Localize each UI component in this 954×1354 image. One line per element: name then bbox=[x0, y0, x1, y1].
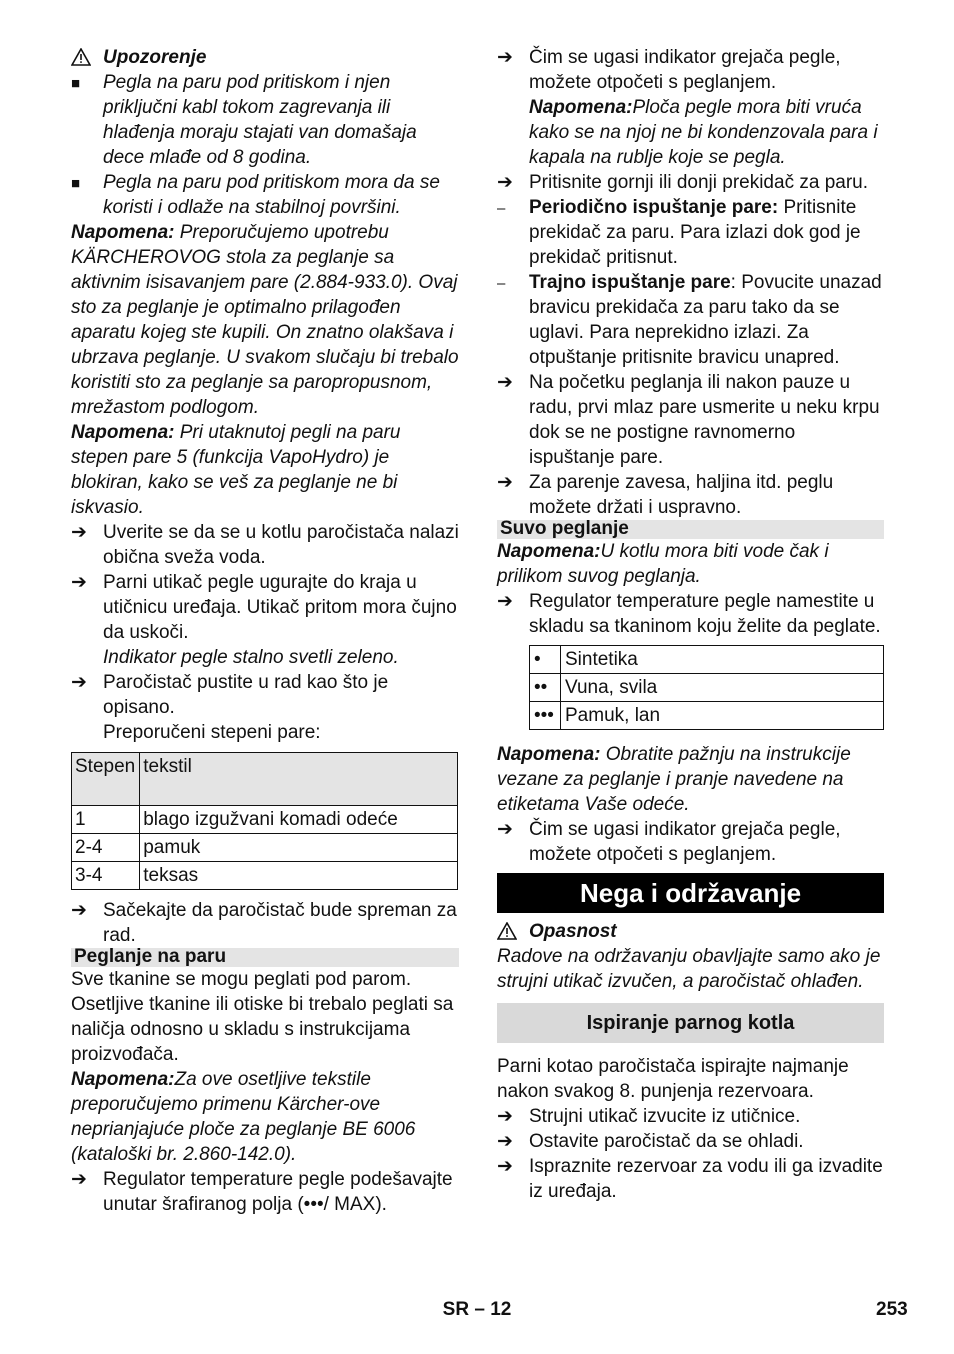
section-heading: Peglanje na paru bbox=[71, 948, 459, 967]
instruction-step: ➔ Na početku peglanja ili nakon pauze u radu, prvi mlaz pare usmerite u neku krpu dok se ne postigne ravnomerno ispuštanje pare. bbox=[497, 370, 884, 470]
instruction-step: ➔ Paročistač pustite u rad kao što je opisano. bbox=[71, 670, 459, 720]
warning-triangle-icon bbox=[71, 45, 91, 66]
table-cell: Sintetika bbox=[561, 646, 884, 674]
dash-item: – Periodično ispuštanje pare: Pritisnite prekidač za paru. Para izlazi dok god je prekidač pritisnut. bbox=[497, 195, 884, 270]
note-paragraph: Napomena: Obratite pažnju na instrukcije vezane za peglanje i pranje navedene na etiketama Vaše odeće. bbox=[497, 744, 851, 815]
warning-heading bbox=[71, 45, 459, 70]
instruction-step: ➔ Ostavite paročistač da se ohladi. bbox=[497, 1129, 884, 1154]
table-cell: 2-4 bbox=[72, 834, 140, 862]
danger-text: Radove na održavanju obavljajte samo ako je strujni utikač izvučen, a paročistač ohlađen. bbox=[497, 946, 881, 992]
steam-level-table bbox=[71, 752, 458, 890]
instruction-step: ➔ Strujni utikač izvucite iz utičnice. bbox=[497, 1104, 884, 1129]
danger-heading bbox=[497, 919, 884, 944]
table-row bbox=[72, 806, 458, 834]
footer-section-label: SR – 12 bbox=[442, 1299, 512, 1320]
arrow-right-icon bbox=[497, 370, 525, 395]
warning-item: ■ Pegla na paru pod pritiskom mora da se koristi i odlaže na stabilnoj površini. bbox=[71, 170, 459, 220]
arrow-right-icon bbox=[497, 170, 525, 195]
body-paragraph: Sve tkanine se mogu peglati pod parom. Osetljive tkanine ili otiske bi trebalo peglati sa naličja odnosno u skladu s instrukcijama proizvođača. bbox=[71, 969, 454, 1065]
dash-bullet-icon bbox=[497, 270, 525, 296]
square-bullet-icon bbox=[71, 70, 99, 96]
table-row bbox=[72, 834, 458, 862]
arrow-right-icon bbox=[71, 570, 99, 595]
table-cell: 3-4 bbox=[72, 862, 140, 890]
note-paragraph: Napomena:Za ove osetljive tekstile preporučujemo primenu Kärcher-ove neprianjajuće ploče za peglanje BE 6006 (kataloški br. 2.860-142.0). bbox=[71, 1069, 416, 1165]
instruction-step: ➔ Čim se ugasi indikator grejača pegle, možete otpočeti s peglanjem. bbox=[497, 45, 884, 95]
chapter-title: Nega i održavanje bbox=[497, 873, 884, 913]
arrow-right-icon bbox=[497, 1154, 525, 1179]
left-column bbox=[71, 45, 459, 1217]
dash-bullet-icon bbox=[497, 195, 525, 221]
table-cell: Pamuk, lan bbox=[561, 702, 884, 730]
instruction-step: ➔ Regulator temperature pegle namestite u skladu sa tkaninom koju želite da peglate. bbox=[497, 589, 884, 639]
arrow-right-icon bbox=[497, 470, 525, 495]
table-cell: • bbox=[530, 646, 561, 674]
arrow-right-icon bbox=[497, 45, 525, 70]
instruction-step: ➔ Sačekajte da paročistač bude spreman za rad. bbox=[71, 898, 459, 948]
table-row bbox=[530, 674, 884, 702]
note-paragraph: Napomena: Preporučujemo upotrebu KÄRCHEROVOG stola za peglanje sa aktivnim isisavanjem pare (2.884-933.0). Ovaj sto za peglanje je optimalno prilagođen aparatu kojeg ste kupili. On znatno olakšava i ubrzava peglanje. U svakom slučaju bi trebalo koristiti sto za peglanje sa paropropusnom, mrežastom podlogom. bbox=[71, 222, 459, 418]
right-column bbox=[497, 45, 884, 1204]
subsection-title: Ispiranje parnog kotla bbox=[497, 1003, 884, 1043]
arrow-right-icon bbox=[71, 1167, 99, 1192]
table-header-cell: Stepen bbox=[72, 753, 140, 806]
fabric-temperature-table bbox=[529, 645, 884, 730]
page-number: 253 bbox=[876, 1299, 908, 1320]
table-row bbox=[530, 646, 884, 674]
table-cell: blago izgužvani komadi odeće bbox=[140, 806, 458, 834]
warning-item: ■ Pegla na paru pod pritiskom i njen priključni kabl tokom zagrevanja ili hlađenja moraju stajati van domašaja dece mlađe od 8 godina. bbox=[71, 70, 459, 170]
table-cell: Vuna, svila bbox=[561, 674, 884, 702]
arrow-right-icon bbox=[71, 520, 99, 545]
warning-title: Upozorenje bbox=[103, 47, 207, 68]
arrow-right-icon bbox=[71, 898, 99, 923]
arrow-right-icon bbox=[497, 1104, 525, 1129]
table-row bbox=[530, 702, 884, 730]
step-result: Indikator pegle stalno svetli zeleno. bbox=[103, 647, 399, 668]
instruction-step: ➔ Uverite se da se u kotlu paročistača nalazi obična sveža voda. bbox=[71, 520, 459, 570]
table-row bbox=[72, 862, 458, 890]
table-header-row bbox=[72, 753, 458, 806]
instruction-step: ➔ Za parenje zavesa, haljina itd. peglu možete držati i uspravno. bbox=[497, 470, 884, 520]
warning-triangle-icon bbox=[497, 919, 517, 940]
table-header-cell: tekstil bbox=[140, 753, 458, 806]
arrow-right-icon bbox=[497, 1129, 525, 1154]
section-heading: Suvo peglanje bbox=[497, 520, 884, 539]
note-paragraph: Napomena:Ploča pegle mora biti vruća kako se na njoj ne bi kondenzovala para i kapala na rublje koje se pegla. bbox=[529, 97, 878, 168]
table-cell: 1 bbox=[72, 806, 140, 834]
arrow-right-icon bbox=[497, 817, 525, 842]
square-bullet-icon bbox=[71, 170, 99, 196]
table-cell: teksas bbox=[140, 862, 458, 890]
note-paragraph: Napomena:U kotlu mora biti vode čak i prilikom suvog peglanja. bbox=[497, 541, 829, 587]
dash-item: – Trajno ispuštanje pare: Povucite unazad bravicu prekidača za paru tako da se uglavi. Para neprekidno izlazi. Za otpuštanje pritisnite bravicu unapred. bbox=[497, 270, 884, 370]
instruction-step: ➔ Pritisnite gornji ili donji prekidač za paru. bbox=[497, 170, 884, 195]
note-paragraph: Napomena: Pri utaknutoj pegli na paru stepen pare 5 (funkcija VapoHydro) je blokiran, kako se veš za peglanje ne bi iskvasio. bbox=[71, 422, 401, 518]
instruction-step: ➔ Regulator temperature pegle podešavajte unutar šrafiranog polja (•••/ MAX). bbox=[71, 1167, 459, 1217]
step-subtext: Preporučeni stepeni pare: bbox=[103, 722, 321, 743]
instruction-step: ➔ Ispraznite rezervoar za vodu ili ga izvadite iz uređaja. bbox=[497, 1154, 884, 1204]
arrow-right-icon bbox=[497, 589, 525, 614]
danger-title: Opasnost bbox=[529, 921, 617, 942]
body-paragraph: Parni kotao paročistača ispirajte najmanje nakon svakog 8. punjenja rezervoara. bbox=[497, 1056, 849, 1102]
instruction-step: ➔ Parni utikač pegle ugurajte do kraja u utičnicu uređaja. Utikač pritom mora čujno da uskoči. bbox=[71, 570, 459, 645]
table-cell: pamuk bbox=[140, 834, 458, 862]
table-cell: •• bbox=[530, 674, 561, 702]
table-cell: ••• bbox=[530, 702, 561, 730]
instruction-step: ➔ Čim se ugasi indikator grejača pegle, možete otpočeti s peglanjem. bbox=[497, 817, 884, 867]
arrow-right-icon bbox=[71, 670, 99, 695]
